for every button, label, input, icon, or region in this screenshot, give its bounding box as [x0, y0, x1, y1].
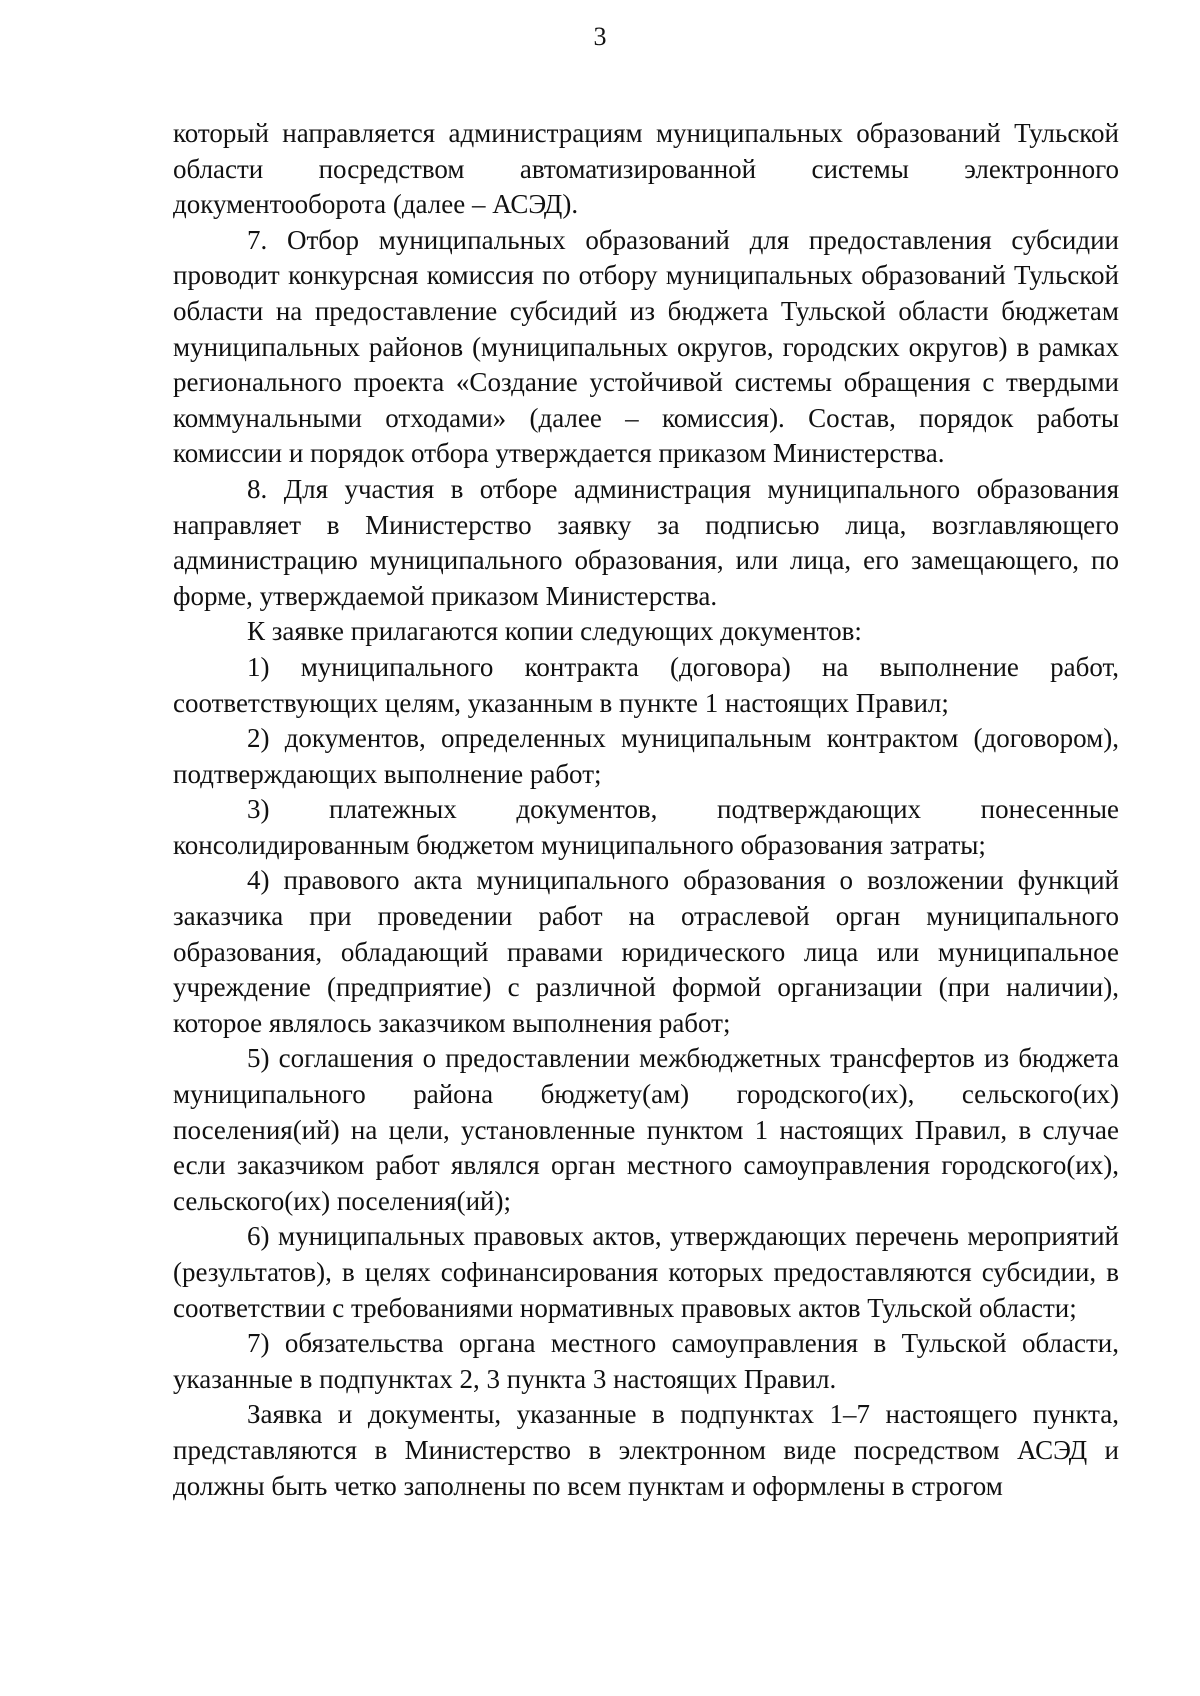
list-item-4: 4) правового акта муниципального образования о возложении функций заказчика при проведении работ на отраслевой орган муниципального образования, обладающий правами юридического лица или муниципальное учреждение (предприятие) с различной формой организации (при наличии), которое являлось заказчиком выполнения работ; [173, 865, 1119, 1038]
list-item-7: 7) обязательства органа местного самоуправления в Тульской области, указанные в подпунктах 2, 3 пункта 3 настоящих Правил. [173, 1328, 1119, 1394]
list-item-3: 3) платежных документов, подтверждающих понесенные консолидированным бюджетом муниципального образования затраты; [173, 794, 1119, 860]
paragraph-item-8: 8. Для участия в отборе администрация муниципального образования направляет в Министерство заявку за подписью лица, возглавляющего администрацию муниципального образования, или лица, его замещающего, по форме, утверждаемой приказом Министерства. [173, 473, 1119, 611]
paragraph-attachments-intro: К заявке прилагаются копии следующих документов: [247, 616, 862, 647]
page-number: 3 [593, 22, 607, 51]
paragraph-continuation: который направляется администрациям муниципальных образований Тульской области посредством автоматизированной системы электронного документооборота (далее – АСЭД). [173, 118, 1119, 220]
list-item-5: 5) соглашения о предоставлении межбюджетных трансфертов из бюджета муниципального района бюджету(ам) городского(их), сельского(их) поселения(ий) на цели, установленные пунктом 1 настоящих Правил, в случае если заказчиком работ являлся орган местного самоуправления городского(их), сельского(их) поселения(ий); [173, 1043, 1119, 1216]
list-item-2: 2) документов, определенных муниципальным контрактом (договором), подтверждающих выполнение работ; [173, 723, 1119, 789]
paragraph-submission: Заявка и документы, указанные в подпунктах 1–7 настоящего пункта, представляются в Министерство в электронном виде посредством АСЭД и должны быть четко заполнены по всем пунктам и оформлены в строгом [173, 1399, 1119, 1501]
paragraph-item-7: 7. Отбор муниципальных образований для предоставления субсидии проводит конкурсная комиссия по отбору муниципальных образований Тульской области на предоставление субсидий из бюджета Тульской области бюджетам муниципальных районов (муниципальных округов, городских округов) в рамках регионального проекта «Создание устойчивой системы обращения с твердыми коммунальными отходами» (далее – комиссия). Состав, порядок работы комиссии и порядок отбора утверждается приказом Министерства. [173, 224, 1119, 469]
document-body [173, 116, 1119, 1504]
list-item-1: 1) муниципального контракта (договора) на выполнение работ, соответствующих целям, указанным в пункте 1 настоящих Правил; [173, 651, 1119, 718]
list-item-6: 6) муниципальных правовых актов, утверждающих перечень мероприятий (результатов), в целях софинансирования которых предоставляются субсидии, в соответствии с требованиями нормативных правовых актов Тульской области; [173, 1221, 1119, 1323]
